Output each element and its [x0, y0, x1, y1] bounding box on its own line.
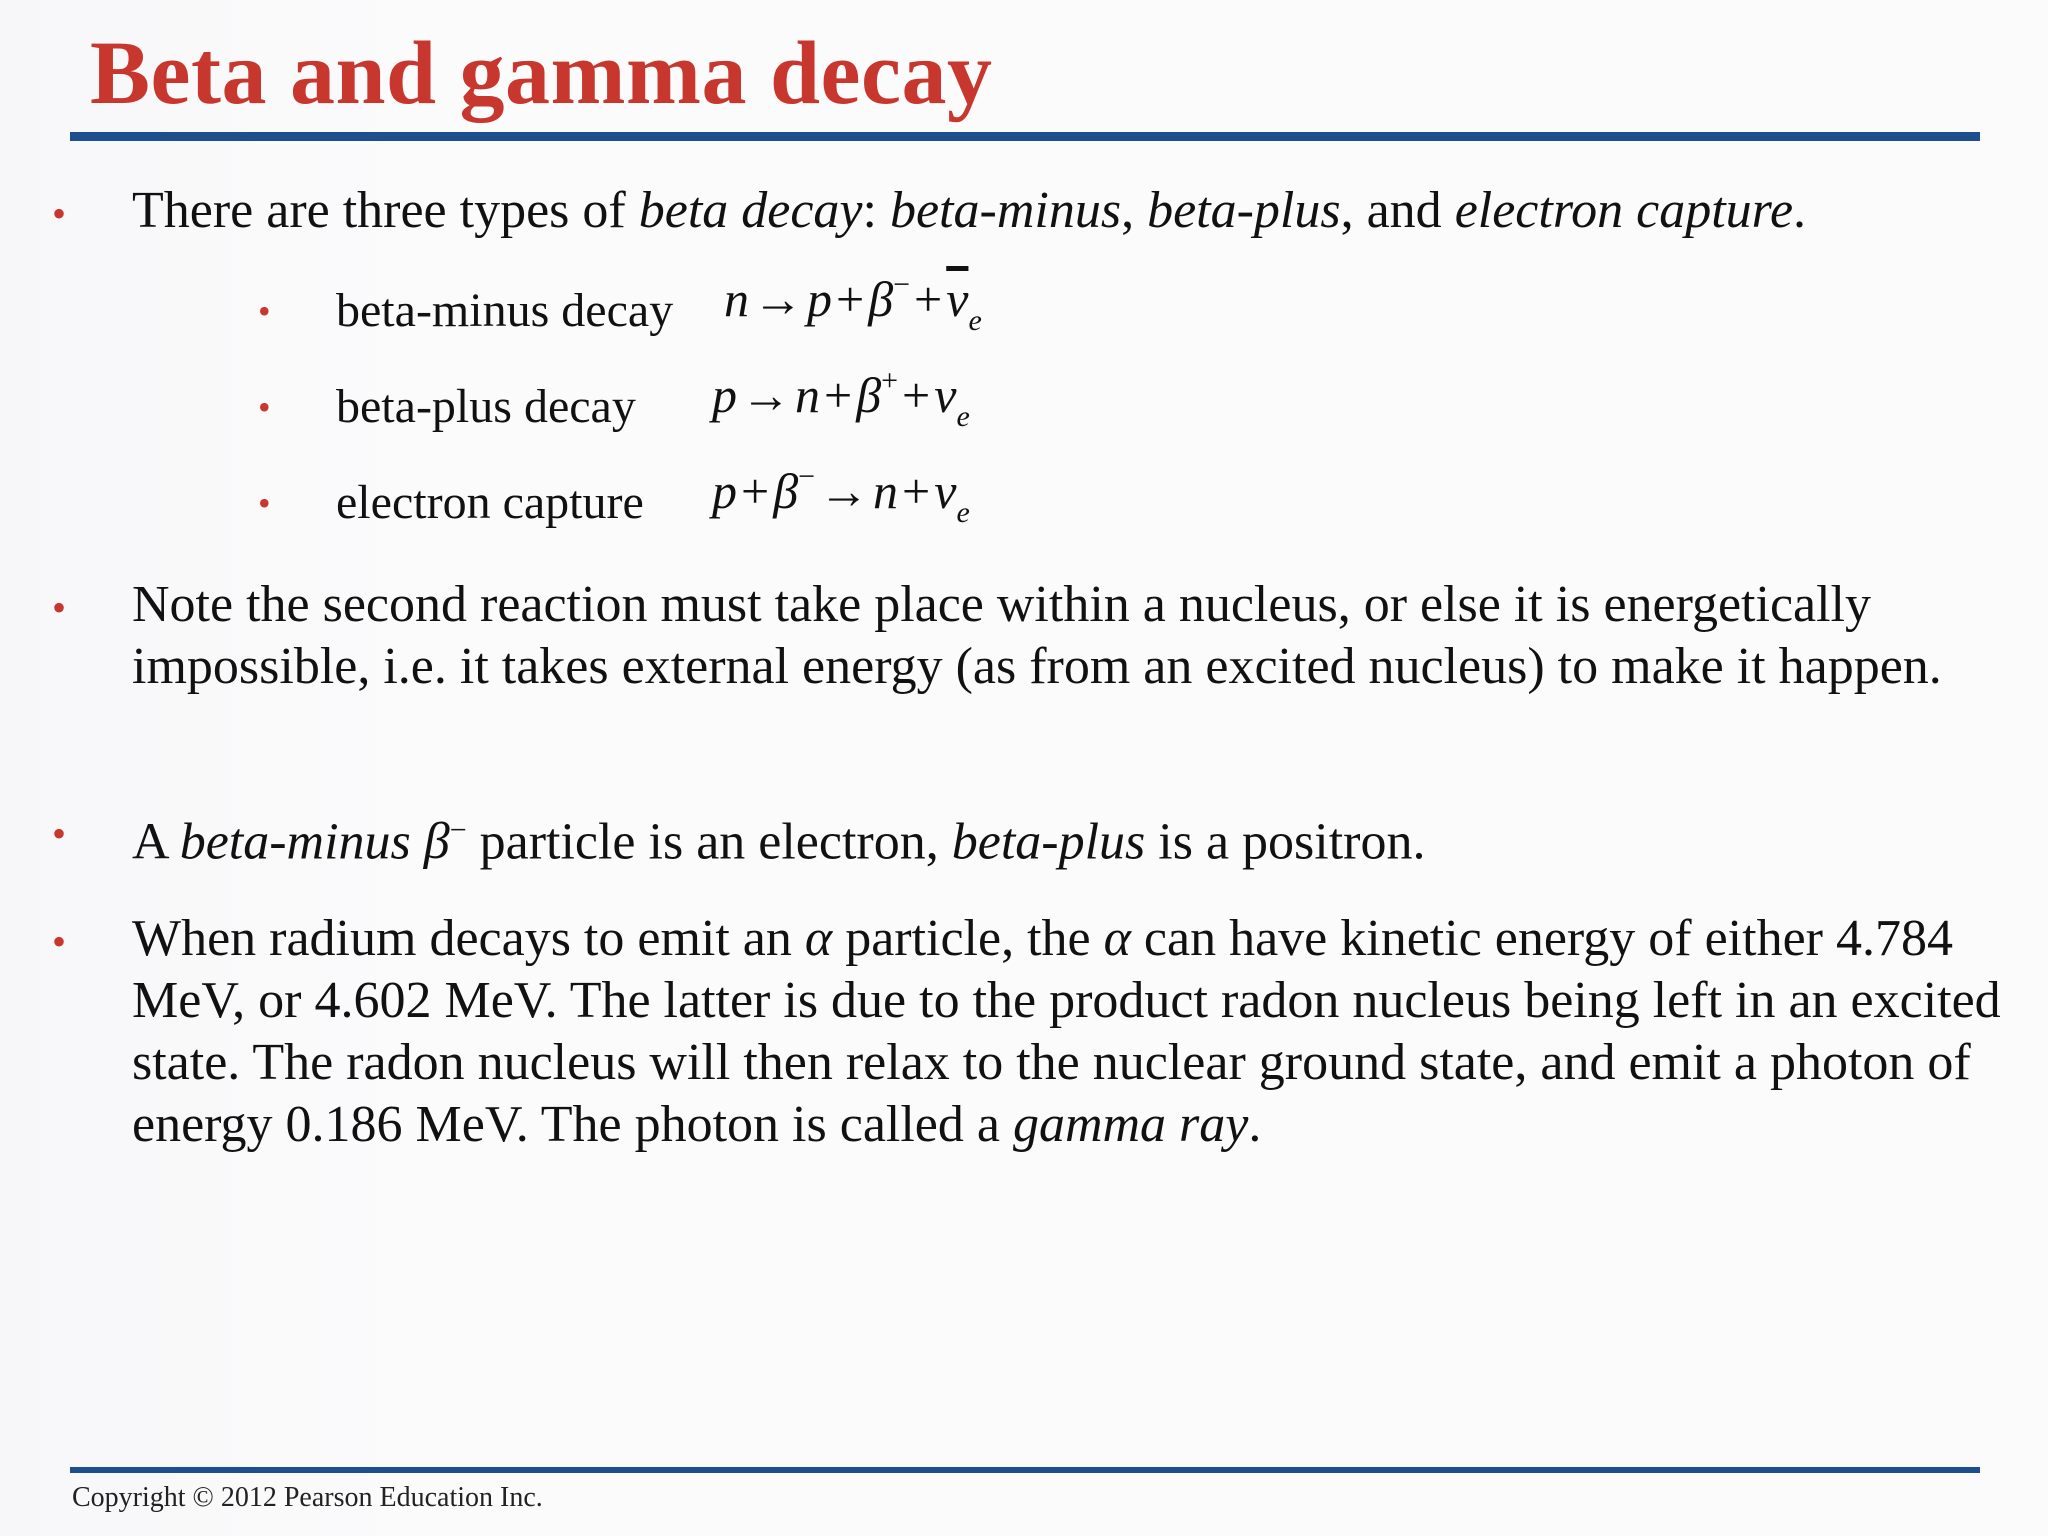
copyright-notice: Copyright © 2012 Pearson Education Inc. — [72, 1482, 543, 1513]
bullet-marker: • — [52, 191, 67, 236]
bullet-beta-types: There are three types of beta decay: beta-minus, beta-plus, and electron capture. — [132, 182, 1807, 239]
slide-title: Beta and gamma decay — [90, 24, 993, 123]
bullet-marker: • — [52, 811, 67, 856]
footer-divider — [70, 1467, 1980, 1473]
equation-electron-capture: $p+\beta^-\to n+\nu_e$ — [712, 460, 970, 529]
sub-bullet-marker: • — [258, 291, 271, 331]
sub-bullet-marker: • — [258, 387, 271, 427]
alpha-symbol: α — [804, 910, 833, 967]
sub-label-electron-capture: electron capture — [336, 476, 644, 529]
bullet-beta-particles: A beta-minus β− particle is an electron, beta-plus is a positron. — [132, 813, 1426, 871]
equation-beta-minus: $n\to p+\beta^-+\overline{\nu}_e$ — [724, 268, 982, 337]
sub-bullet-marker: • — [258, 483, 271, 523]
bullet-marker: • — [52, 585, 67, 630]
sub-label-beta-plus: beta-plus decay — [336, 380, 636, 433]
bullet-radium-decay: When radium decays to emit an α particle, the α can have kinetic energy of either 4.784 MeV, or 4.602 MeV. The latter is due to the product radon nucleus being left in an excited state. The radon nucleus will then relax to the nuclear ground state, and emit a photon of energy 0.186 MeV. The photon is called a gamma ray. — [132, 910, 2001, 1153]
alpha-symbol: α — [1103, 910, 1131, 967]
title-divider — [70, 132, 1980, 141]
equation-beta-plus: $p\to n+\beta^++\nu_e$ — [712, 364, 970, 433]
sub-label-beta-minus: beta-minus decay — [336, 284, 674, 337]
bullet-second-reaction-note: Note the second reaction must take place within a nucleus, or else it is energetically impossible, i.e. it takes external energy (as from an excited nucleus) to make it happen. — [132, 576, 1942, 695]
beta-symbol: β− — [423, 813, 467, 871]
bullet-marker: • — [52, 919, 67, 964]
